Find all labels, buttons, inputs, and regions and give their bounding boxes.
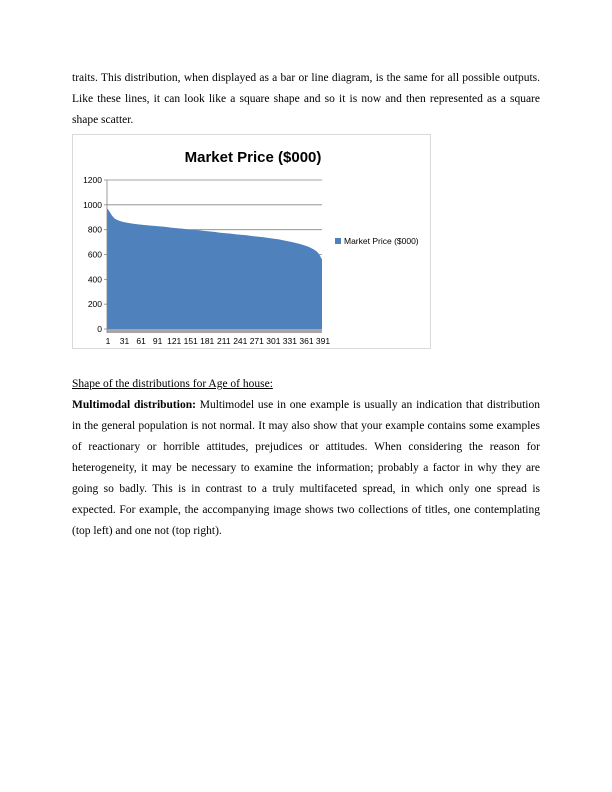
x-tick-label: 181	[200, 336, 215, 346]
chart-canvas	[73, 135, 432, 350]
x-tick-label: 61	[136, 336, 146, 346]
legend-label: Market Price ($000)	[344, 236, 419, 246]
y-tick-label: 0	[97, 324, 102, 334]
x-tick-label: 31	[119, 336, 130, 346]
legend-swatch	[335, 238, 341, 244]
area-series-market-price	[107, 208, 322, 329]
x-tick-label: 331	[282, 336, 297, 346]
y-tick-label: 1200	[83, 175, 102, 185]
y-tick-label: 200	[87, 299, 102, 310]
chart-floor	[107, 329, 322, 333]
chart-title: Market Price ($000)	[184, 149, 322, 166]
y-tick-label: 400	[87, 274, 102, 285]
x-tick-label: 91	[152, 336, 163, 346]
intro-paragraph: traits. This distribution, when displayed as a bar or line diagram, is the same for all possible outputs. Like these lines, it can look like a square shape and so it is now and then represented as a square shape scatter.	[72, 72, 540, 126]
x-tick-label: 121	[167, 336, 182, 346]
x-tick-label: 391	[315, 336, 331, 346]
x-tick-label: 361	[299, 336, 314, 346]
body-paragraph	[72, 395, 540, 542]
x-tick-label: 151	[183, 336, 198, 346]
x-tick-label: 211	[217, 336, 231, 346]
market-price-chart	[72, 134, 431, 349]
body-paragraph-lead: Multimodal distribution:	[72, 399, 196, 411]
x-tick-label: 271	[249, 336, 264, 346]
x-tick-label: 241	[233, 336, 248, 346]
x-tick-label: 1	[105, 336, 111, 346]
y-tick-label: 1000	[83, 199, 102, 210]
y-tick-label: 600	[87, 249, 102, 260]
y-tick-label: 800	[87, 224, 102, 235]
x-tick-label: 301	[266, 336, 281, 346]
body-paragraph-text: Multimodel use in one example is usually an indication that distribution in the general population is not normal. It may also show that your example contains some examples of reactionary or horrible attitudes, prejudices or attitudes. When considering the reason for heterogeneity, it may be necessary to examine the information; probably a factor in why they are going so badly. This is in contrast to a truly multifaceted spread, in which only one spread is expected. For example, the accompanying image shows two collections of titles, one contemplating (top left) and one not (top right).	[72, 399, 540, 537]
section-heading: Shape of the distributions for Age of house:	[72, 378, 273, 390]
